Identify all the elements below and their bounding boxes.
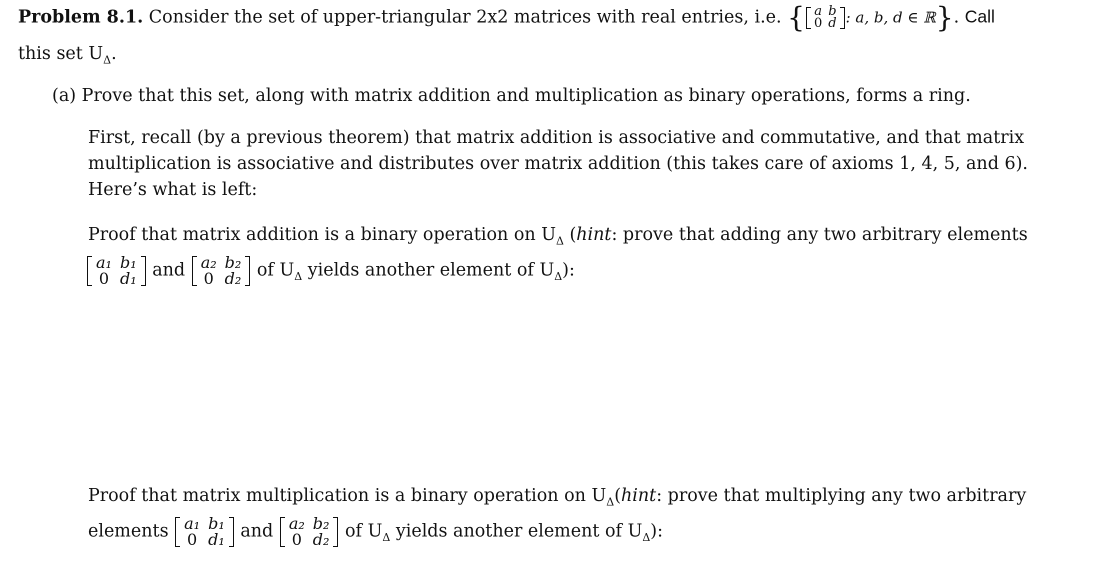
multiplication-proof-line2: elements a₁ b₁ 0 d₁ and a₂ b₂ 0 d₂ of $U_\Delta$ yields another element of $U_\Delta$): [88, 514, 664, 549]
problem-intro: Consider the set of upper-triangular 2x2 matrices with real entries, i.e. [148, 7, 782, 28]
addition-matrix-1: a₁ b₁ 0 d₁ [87, 255, 146, 287]
set-open-brace: { [787, 1, 805, 34]
addition-proof-line1: Proof that matrix addition is a binary operation on $U_\Delta$ (hint: prove that adding any two arbitrary elements [88, 225, 1028, 248]
recall-line-1: First, recall (by a previous theorem) that matrix addition is associative and commutative, and that matrix [88, 128, 1025, 148]
problem-label: Problem 8.1. [18, 7, 144, 28]
generic-matrix: a b 0 d [806, 6, 845, 30]
set-condition: : a, b, d ∈ ℝ [845, 8, 936, 27]
hint-word-2: hint [621, 486, 657, 506]
multiplication-matrix-1: a₁ b₁ 0 d₁ [175, 516, 234, 548]
call-text: Call [964, 6, 995, 27]
set-subscript: Δ [103, 53, 112, 67]
part-a-text: Prove that this set, along with matrix addition and multiplication as binary operations, forms a ring. [81, 86, 971, 106]
set-name-text: this set U [18, 44, 104, 64]
multiplication-matrix-2: a₂ b₂ 0 d₂ [280, 516, 339, 548]
problem-statement-line1: Problem 8.1. Consider the set of upper-triangular 2x2 matrices with real entries, i.e. { a b 0 d : a, b, d ∈ ℝ}. Call [18, 1, 995, 34]
hint-word: hint [576, 225, 612, 245]
addition-proof-line2: a₁ b₁ 0 d₁ and a₂ b₂ 0 d₂ of $U_\Delta$ yields another element of $U_\Delta$): [86, 255, 575, 287]
set-close-brace: } [935, 1, 954, 34]
addition-matrix-2: a₂ b₂ 0 d₂ [192, 255, 251, 287]
multiplication-proof-line1: Proof that matrix multiplication is a binary operation on $U_\Delta(hint$: prove that multiplying any two arbitrary [88, 486, 1027, 509]
part-a-statement [52, 86, 971, 106]
part-a-label: (a) [52, 86, 77, 106]
recall-line-3: Here’s what is left: [88, 180, 258, 200]
problem-statement-line2: this set $U_\Delta$. [18, 44, 117, 67]
recall-line-2: multiplication is associative and distributes over matrix addition (this takes care of axioms 1, 4, 5, and 6). [88, 154, 1028, 174]
